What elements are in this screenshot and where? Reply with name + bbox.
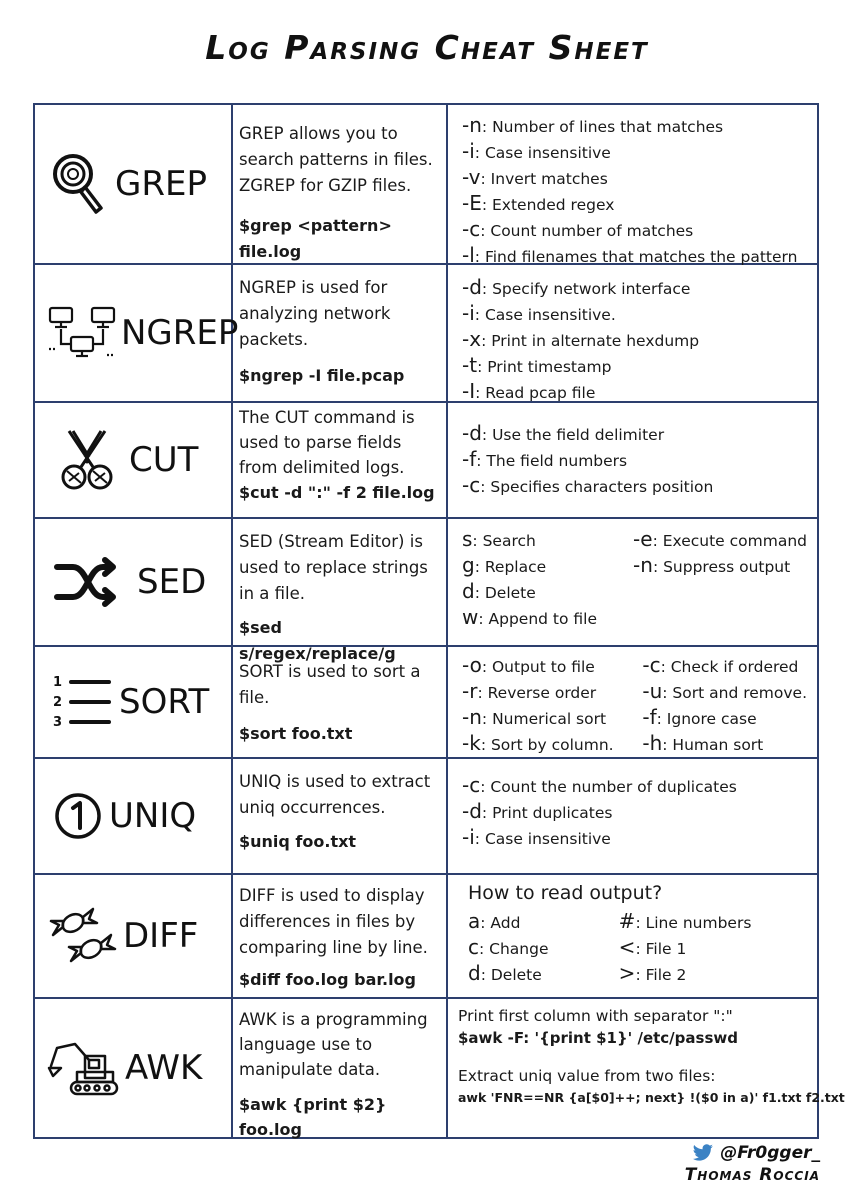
command-cell xyxy=(35,105,233,263)
option-flag: -f xyxy=(462,447,477,471)
options-cell: -o: Output to file -r: Reverse order -n: Numerical sort -k: Sort by column. -c: Check if ordered -u: Sort and remove. -f: Ignore case -h: Human sort xyxy=(462,653,807,755)
option-text: Append to file xyxy=(488,610,598,628)
option-text: File 1 xyxy=(645,940,687,958)
page-title: Log Parsing Cheat Sheet xyxy=(205,28,649,67)
awk-example-label: Print first column with separator ":" xyxy=(458,1007,733,1025)
option-flag: -x xyxy=(462,327,482,351)
description-text: SED (Stream Editor) is used to replace strings in a file. xyxy=(239,532,428,603)
description-text: AWK is a programming language use to manipulate data. xyxy=(239,1010,428,1079)
description-cell xyxy=(233,759,448,873)
example-command: $awk {print $2} foo.log xyxy=(239,1095,387,1139)
command-cell xyxy=(35,759,233,873)
description-text: NGREP is used for analyzing network packets. xyxy=(239,278,391,349)
table-row xyxy=(35,759,817,875)
scissors-icon xyxy=(59,427,115,493)
option-flag: -l xyxy=(462,243,475,267)
option-flag: -f xyxy=(642,705,657,729)
description-text: SORT is used to sort a file. xyxy=(239,662,421,707)
example-command: $diff foo.log bar.log xyxy=(239,970,416,989)
option-text: Print duplicates xyxy=(492,804,613,822)
table-row xyxy=(35,105,817,265)
option-flag: -d xyxy=(462,421,482,445)
svg-text:2: 2 xyxy=(53,695,63,710)
author-credit xyxy=(685,1142,820,1186)
option-text: Number of lines that matches xyxy=(492,118,724,136)
table-row xyxy=(35,265,817,403)
network-icon xyxy=(47,305,117,361)
command-name: NGREP xyxy=(121,313,239,353)
option-flag: -d xyxy=(462,275,482,299)
description-cell xyxy=(233,519,448,663)
option-text: Delete xyxy=(490,966,542,984)
description-text: DIFF is used to display differences in files by comparing line by line. xyxy=(239,886,428,957)
command-cell xyxy=(35,999,233,1137)
example-command: $cut -d ":" -f 2 file.log xyxy=(239,483,435,502)
option-flag: -i xyxy=(462,139,475,163)
awk-example-code: awk 'FNR==NR {a[$0]++; next} !($0 in a)' f1.txt f2.txt xyxy=(458,1090,845,1105)
option-text: Case insensitive xyxy=(484,830,611,848)
option-flag: -i xyxy=(462,301,475,325)
description-text: UNIQ is used to extract uniq occurrences. xyxy=(239,772,431,817)
description-cell xyxy=(233,875,448,997)
option-text: Case insensitive. xyxy=(484,306,616,324)
option-flag: > xyxy=(618,961,636,985)
option-text: Output to file xyxy=(491,658,595,676)
option-flag: -n xyxy=(633,553,653,577)
command-name: GREP xyxy=(115,164,207,204)
option-text: Print in alternate hexdump xyxy=(491,332,700,350)
description-cell xyxy=(233,999,448,1137)
option-flag: -i xyxy=(462,825,475,849)
author-name: Thomas Roccia xyxy=(684,1165,820,1185)
option-text: The field numbers xyxy=(486,452,628,470)
options-cell: -c: Count the number of duplicates -d: Print duplicates -i: Case insensitive xyxy=(462,773,737,849)
command-name: SORT xyxy=(119,682,210,722)
option-flag: -u xyxy=(642,679,663,703)
option-flag: -c xyxy=(462,473,481,497)
numbered-list-icon xyxy=(51,672,113,732)
description-cell xyxy=(233,105,448,263)
option-flag: -e xyxy=(633,527,653,551)
option-flag: -d xyxy=(462,799,482,823)
description-cell xyxy=(233,403,448,517)
option-flag: -c xyxy=(462,773,481,797)
description-text: The CUT command is used to parse fields from delimited logs. xyxy=(239,408,415,477)
command-cell xyxy=(35,519,233,645)
option-text: File 2 xyxy=(645,966,687,984)
table-row xyxy=(35,647,817,759)
option-text: Find filenames that matches the pattern xyxy=(484,248,798,266)
option-text: Case insensitive xyxy=(484,144,611,162)
example-command: $sed s/regex/replace/g xyxy=(239,618,396,663)
option-text: Replace xyxy=(484,558,547,576)
author-handle: @Fr0gger_ xyxy=(720,1143,820,1163)
options-cell: -d: Use the field delimiter -f: The field numbers -c: Specifies characters position xyxy=(462,421,714,497)
option-text: Search xyxy=(482,532,536,550)
options-cell: How to read output? a: Add c: Change d: Delete #: Line numbers <: File 1 >: File 2 xyxy=(448,875,817,997)
option-text: Human sort xyxy=(672,736,764,754)
option-flag: -c xyxy=(642,653,661,677)
option-text: Change xyxy=(489,940,549,958)
option-text: Extended regex xyxy=(492,196,615,214)
options-cell: s: Search g: Replace d: Delete w: Append to file -e: Execute command -n: Suppress output xyxy=(462,527,807,629)
command-name: UNIQ xyxy=(109,796,197,836)
options-cell: -n: Number of lines that matches -i: Case insensitive -v: Invert matches -E: Extended regex -c: Count number of matches -l: Find filenames that matches the pattern xyxy=(462,113,798,267)
command-cell xyxy=(35,647,233,757)
option-text: Suppress output xyxy=(663,558,791,576)
option-flag: -r xyxy=(462,679,478,703)
option-flag: s xyxy=(462,527,473,551)
option-text: Specifies characters position xyxy=(490,478,714,496)
option-flag: -t xyxy=(462,353,478,377)
description-cell xyxy=(233,647,448,757)
option-flag: -o xyxy=(462,653,482,677)
option-text: Reverse order xyxy=(487,684,597,702)
option-text: Specify network interface xyxy=(492,280,691,298)
option-flag: -c xyxy=(462,217,481,241)
option-text: Add xyxy=(490,914,521,932)
option-flag: d xyxy=(462,579,475,603)
option-text: Check if ordered xyxy=(670,658,799,676)
option-text: Line numbers xyxy=(645,914,752,932)
option-text: Sort and remove. xyxy=(672,684,807,702)
svg-text:3: 3 xyxy=(53,715,63,730)
option-flag: -v xyxy=(462,165,481,189)
option-text: Count number of matches xyxy=(490,222,694,240)
option-text: Invert matches xyxy=(490,170,608,188)
option-text: Ignore case xyxy=(666,710,757,728)
candy-icon xyxy=(49,901,119,971)
awk-example-code: $awk -F: '{print $1}' /etc/passwd xyxy=(458,1029,738,1047)
excavator-icon xyxy=(47,1038,119,1098)
option-flag: -E xyxy=(462,191,482,215)
option-flag: c xyxy=(468,935,479,959)
option-text: Count the number of duplicates xyxy=(490,778,737,796)
command-name: SED xyxy=(137,562,207,602)
bird-icon xyxy=(692,1144,714,1162)
options-cell xyxy=(448,999,845,1137)
option-flag: -h xyxy=(642,731,663,755)
description-text: GREP allows you to search patterns in files. ZGREP for GZIP files. xyxy=(239,124,433,195)
command-cell xyxy=(35,403,233,517)
number-one-icon xyxy=(53,791,103,841)
table-row xyxy=(35,999,845,1139)
option-flag: -n xyxy=(462,705,482,729)
svg-text:1: 1 xyxy=(53,675,63,690)
option-flag: -n xyxy=(462,113,482,137)
option-flag: # xyxy=(618,909,636,933)
options-cell: -d: Specify network interface -i: Case insensitive. -x: Print in alternate hexdump -t: Print timestamp -I: Read pcap file xyxy=(462,275,700,403)
command-cell xyxy=(35,265,239,401)
option-text: Read pcap file xyxy=(485,384,596,402)
awk-example-label: Extract uniq value from two files: xyxy=(458,1067,716,1085)
option-text: Delete xyxy=(484,584,536,602)
option-flag: < xyxy=(618,935,636,959)
table-row xyxy=(35,519,817,663)
option-text: Sort by column. xyxy=(490,736,614,754)
option-flag: g xyxy=(462,553,475,577)
cheat-sheet-table xyxy=(33,103,845,1139)
option-text: Print timestamp xyxy=(487,358,612,376)
shuffle-icon xyxy=(53,557,123,607)
command-name: AWK xyxy=(125,1048,203,1088)
example-command: $sort foo.txt xyxy=(239,724,353,743)
table-row xyxy=(35,403,817,519)
example-command: $grep <pattern> file.log xyxy=(239,216,392,261)
command-name: CUT xyxy=(129,440,199,480)
example-command: $uniq foo.txt xyxy=(239,832,357,851)
magnifier-icon xyxy=(51,152,107,216)
output-heading: How to read output? xyxy=(468,882,663,904)
table-row xyxy=(35,875,817,999)
command-cell xyxy=(35,875,233,997)
option-flag: -I xyxy=(462,379,476,403)
option-text: Execute command xyxy=(662,532,807,550)
command-name: DIFF xyxy=(123,916,199,956)
option-flag: -k xyxy=(462,731,481,755)
option-flag: d xyxy=(468,961,481,985)
option-flag: a xyxy=(468,909,481,933)
description-cell xyxy=(233,265,448,401)
option-text: Use the field delimiter xyxy=(492,426,665,444)
option-flag: w xyxy=(462,605,479,629)
example-command: $ngrep -I file.pcap xyxy=(239,366,405,385)
option-text: Numerical sort xyxy=(492,710,607,728)
